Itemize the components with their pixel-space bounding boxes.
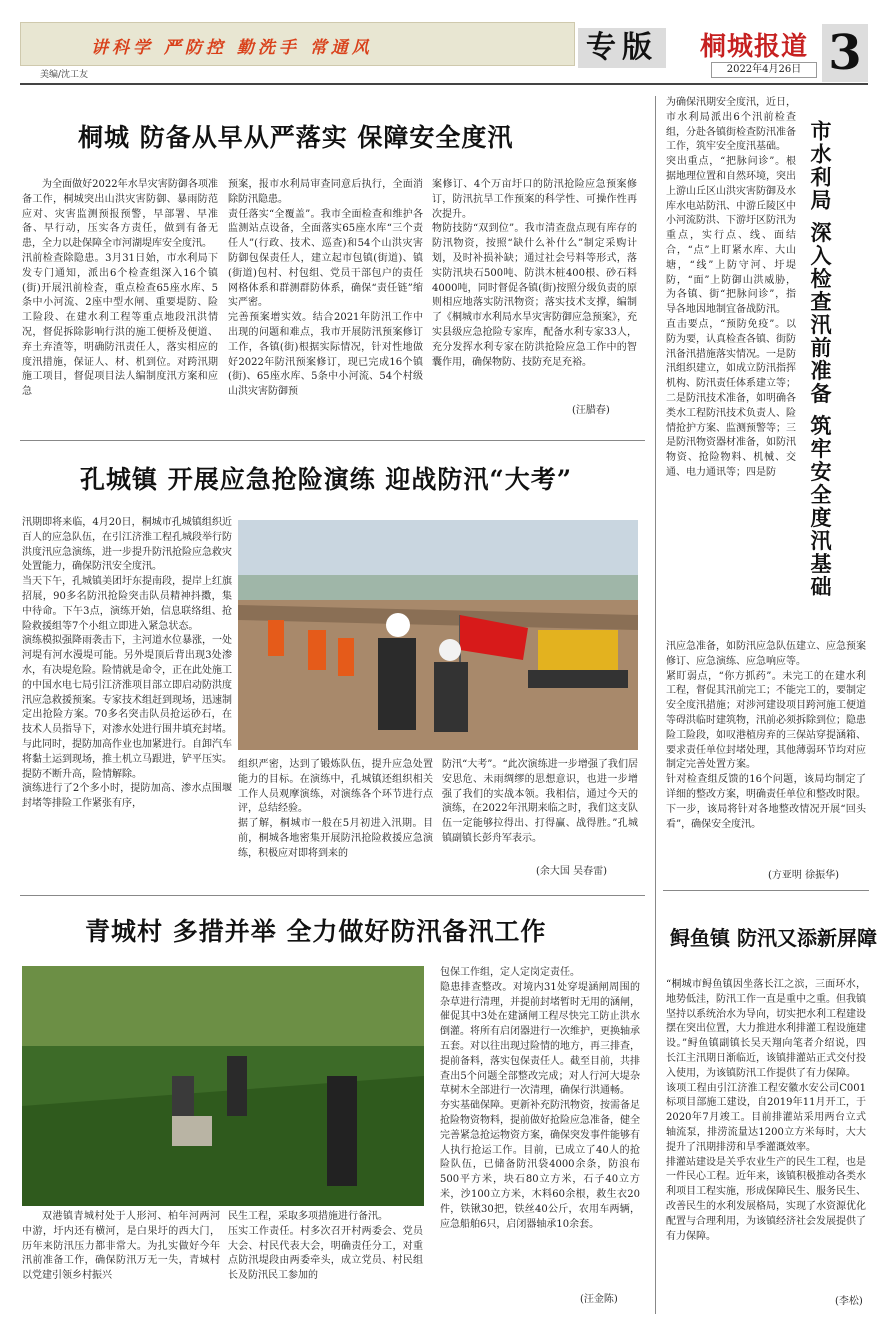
article-title: 桐城 防备从早从严落实 保障安全度汛 [78,123,514,152]
article-title: 市水利局 深入检查汛前准备 筑牢安全度汛基础 [808,120,833,599]
editor-credit: 美编/沈工友 [40,70,89,80]
author-byline: (李松) [835,1296,863,1307]
article-title: 青城村 多措并举 全力做好防汛备汛工作 [85,917,547,946]
paper-masthead: 桐城报道 [700,32,809,62]
helmet [386,613,410,637]
helmet [439,639,461,661]
worker-figure [378,638,416,730]
drill-scene [238,520,638,750]
slogan-banner [20,22,575,66]
article-body: 双港镇青城村处于人形河、柏年河两河中游，圩内还有横河，是白果圩的西大门，历年来防汛压力都非常大。为扎实做好今年汛前准备工作，确保防汛万无一失，青城村以党建引领乡村振兴 [22,1211,220,1282]
author-byline: (方亚明 徐振华) [768,870,839,881]
person [227,1056,247,1116]
person [327,1076,357,1186]
worker-vest [338,638,354,676]
article-body: 汛应急准备，如防汛应急队伍建立、应急预案修订、应急演练、应急响应等。 紧盯弱点，“你方抓药”。未完工的在建水利工程，督促其汛前完工；不能完工的，要制定安全度汛措施；对涉河建设项目跨河施工便道等碍洪临时建筑物，汛前必须拆除到位；隐患险工险段，如叹港植房弃的三保站穿提涵箱、要求责任单位封堵处理，其他薄弱环节均对应制定完善处置方案。 针对检查组反馈的16个问题，该局均制定了详细的整改方案，明确责任单位和整改时限。下一步，该局将针对各地整改情况开展“回头看”，确保安全度汛。 [666,641,866,830]
bulldozer-track [528,670,628,688]
trees [22,966,424,1046]
article-body: 汛期即将来临，4月20日，桐城市孔城镇组织近百人的应急队伍，在引江济淮工程孔城段举行防洪度汛应急演练，进一步提升防汛抢险应急救灾处置能力，确保防汛安全度汛。 当天下午，孔城镇美团圩东提南段，提岸上红旗招展，90多名防汛抢险突击队员精神抖擞，集中待命。下午3点，演练开始，信息联络组、抢险救援组等7个小组立即进入紧急状态。 演练模拟强降雨袭击下，主河道水位暴涨，一处河堤有河水漫堤可能。另外堤顶后背出现3处渗水，有决堤危险。险情就是命令，正在此处施工的中国水电七局引江济淮项目部立即启动防洪度汛应急救援预案。专家技术组赶到现场，迅速制定出抢险方案。70多名突击队员抢运砂石，在技术人员指导下，对渗水处进行围井填充封堵。与此同时，提防加高作业也加紧进行。自卸汽车将黏土运到现场，推土机立马跟进，铲平压实。提防不断升高，险情解除。 演练进行了2个多小时，提防加高、渗水点围堰封堵等排险工作紧张有序， [22,517,232,810]
article-body: 案修订、4个万亩圩口的防汛抢险应急预案修订，防汛抗旱工作预案的科学性、可操作性再次提升。 物防技防“双到位”。我市清查盘点现有库存的防汛物资，按照“缺什么补什么”制定采购计划，及时补损补缺；通过社会号料等形式，落实防汛块石500吨、防洪木桩400根、砂石料4000吨，同时督促各镇(街)按照分级负责的原则相应地落实防汛物资；落实技术支撑，编制了《桐城市水利局水旱灾害防御应急预案》，充实县级应急抢险专家库，配备水利专家33人，充分发挥水利专家在防洪抢险应急工作中的智囊作用，确保物防、技防充足充裕。 [432,179,637,368]
article-body: “桐城市鲟鱼镇因坐落长江之滨，三面环水，地势低洼，防汛工作一直是重中之重。但我镇坚持以系统治水为导向，切实把水利工程建设摆在突出位置，大力推进水利排灌工程设施建设。”鲟鱼镇副镇长吴天翔向笔者介绍说，四长江主汛期日渐临近，该镇排灌站正式交付投入使用，为该镇防汛工作提供了有力保障。 该项工程由引江济淮工程安徽水安公司C001标项目部施工建设，自2019年11月开工，于2020年7月竣工。目前排灌站采用两台立式轴流泵，排涝流量达1200立方米每时，大大提升了汛期排涝和旱季灌溉效率。 排灌站建设是关乎农业生产的民生工程，也是一件民心工程。近年来，该镇积极推动各类水利项目工程实施，形成保障民生、服务民生、改善民生的水利发展格局，实现了水资源优化配置与合理利用，为该镇经济社会发展提供了有力保障。 [666,979,866,1242]
culvert [172,1116,212,1146]
village-inspection-photo [22,966,424,1206]
article-title: 鲟鱼镇 防汛又添新屏障 [670,926,877,950]
article-body: 民生工程，采取多项措施进行备汛。 压实工作责任。村多次召开村两委会、党员大会、村民代表大会，明确责任分工，对重点防汛堤段由两委牵头，成立党员、村民组长及防汛民工参加的 [228,1211,423,1282]
column-divider [655,96,656,1314]
header-rule [20,83,868,85]
issue-date: 2022年4月26日 [711,62,817,78]
emergency-drill-photo [238,520,638,750]
divider [663,890,869,891]
section-label: 专版 [578,28,666,68]
article-body: 为确保汛期安全度汛，近日，市水利局派出6个汛前检查组，分赴各镇街检查防汛准备工作，筑牢安全度汛基础。 突出重点，“把脉问诊”。根据地理位置和自然环境，突出上游山丘区山洪灾害防御及水库水电站防汛、中游丘陵区中小河流防洪、下游圩区防汛为重点，实行点、线、面结合，“点”上盯紧水库、大山塘，“线”上防守河、圩堤防，“面”上防御山洪威胁，为各镇、街“把脉问诊”，指导各地因地制宜备战防汛。 直击要点，“预防免疫”。以防为要，认真检查各镇、街防汛备汛措施落实情况。一是防汛组织建立，如成立防汛指挥机构、防汛责任体系建立等；二是防汛技术准备，如明确各类水工程防汛技术负责人、险情抢护方案、监测预警等；三是防汛物资器材准备，如防汛物资、抢险物料、机械、交通、电力通讯等；四是防 [666,97,796,478]
slogan-text: 讲科学 严防控 勤洗手 常通风 [91,38,373,58]
article-body: 防汛“大考”。“此次演练进一步增强了我们居安思危、未雨绸缪的思想意识，也进一步增强了我们的实战本领。我相信，通过今天的演练，在2022年汛期来临之时，我们这支队伍一定能够拉得出、打得赢、战得胜。”孔城镇副镇长彭舟军表示。 [442,759,638,844]
article-body: 包保工作组，定人定岗定责任。 隐患排查整改。对境内31处穿堤涵闸周围的杂草进行清理，并提前封堵暂时无用的涵闸，催促其中3处在建涵闸工程尽快完工防止洪水倒灌。将所有启闭器进行一次维护，更换轴承五套。对以往出现过险情的地方，再三排查，提前备料，落实包保责任人。截至目前，共排查出5个问题全部整改完成；对人行河大堤杂草树木全部进行一次清理，确保行洪通畅。 夯实基础保障。更新补充防汛物资，按需备足抢险物资物料，提前做好抢险应急准备，健全完善紧急抢运物资方案，确保突发事件能够有人执行抢运工作。目前，已成立了40人的抢险队伍，已储备防汛袋4000余条，防浪布500平方米，块石80立方米，石子40立方米，沙100立方米，木料60余根，救生衣20件，铁锹30把，铁丝40公斤，农用车两辆，应急船舶6只，启闭器轴承10余套。 [440,967,640,1230]
worker-vest [308,630,326,670]
article-body: 组织严密，达到了锻炼队伍，提升应急处置能力的目标。在演练中，孔城镇还组织相关工作人员观摩演练，对演练各个环节进行点评，总结经验。 据了解，桐城市一般在5月初进入汛期。目前，桐城各地密集开展防汛抢险救援应急演练，积极应对即将到来的 [238,759,433,859]
village-scene [22,966,424,1206]
article-body: 预案，报市水利局审查同意后执行，全面消除防汛隐患。 责任落实“全覆盖”。我市全面检查和维护各监测站点设备，全面落实65座水库“三个责任人”(行政、技术、巡查)和54个山洪灾害防御包保责任人，建立起市包镇(街道)、镇(街道)包村、村包组、党员干部包户的责任网格体系和群测群防体系，确保“责任链”缩实严密。 完善预案增实效。结合2021年防汛工作中出现的问题和难点，我市开展防汛预案修订工作，各镇(街)根据实际情况，针对性地做好2022年防汛预案修订，现已完成16个镇(街)、65座水库、5条中小河流、54个村级山洪灾害防御预 [228,179,423,398]
author-byline: (汪腊春) [572,405,610,416]
article-title: 孔城镇 开展应急抢险演练 迎战防汛“大考” [80,465,573,494]
person [172,1076,194,1116]
divider [20,895,645,896]
author-byline: (余大国 吴春雷) [536,866,607,877]
page-number: 3 [822,24,868,82]
worker-vest [268,620,284,656]
article-body: 为全面做好2022年水旱灾害防御各项准备工作，桐城突出山洪灾害防御、暴雨防范应对、灾害监测预报预警，早部署、早准备、早行动，压实各方责任，做到有备无患，全力以赴保障全市河湖堤库安全度汛。 汛前检查除隐患。3月31日始，市水利局下发专门通知，派出6个检查组深入16个镇(街)开展汛前检查，重点检查65座水库、5条中小河流、2座中型水闸、重要堤防、险工险段、在建水利工程等重点地段汛洪情况，督促拆除影响行洪的施工便桥及便道、弃土弃渣等，明确防汛责任人，落实相应的度汛措施，保证人、材、机到位。对跨汛期施工项目，督促项目法人编制度汛方案和应急 [22,179,218,398]
divider [20,440,645,441]
worker-figure [434,662,468,732]
author-byline: (汪金陈) [580,1294,618,1305]
